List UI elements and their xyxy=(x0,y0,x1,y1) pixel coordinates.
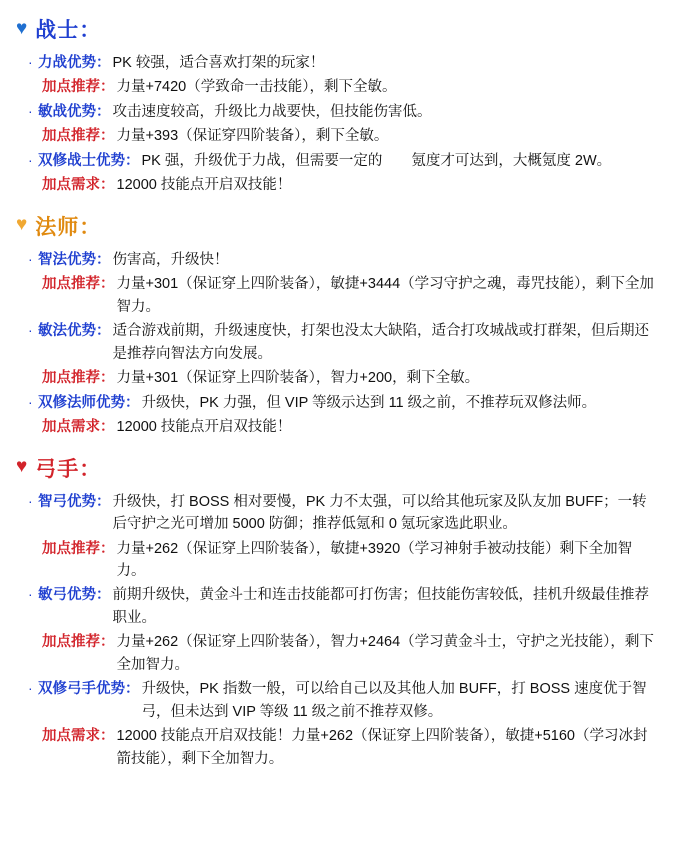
section-rows xyxy=(28,249,661,439)
bullet-icon: · xyxy=(28,322,33,339)
row-colon: ： xyxy=(125,394,140,411)
guide-row xyxy=(28,101,661,123)
row-label: 智弓优势 xyxy=(38,493,96,510)
bullet-icon: · xyxy=(28,102,33,119)
row-label: 加点需求 xyxy=(42,419,100,436)
row-text: 力量+262（保证穿上四阶装备），智力+2464（学习黄金斗士，守护之光技能），剩下全加智力。 xyxy=(116,634,654,673)
guide-row xyxy=(42,725,661,770)
row-text: 12000 技能点开启双技能！ xyxy=(116,419,292,436)
row-label: 加点推荐 xyxy=(42,276,100,293)
row-label: 双修法师优势 xyxy=(38,394,125,411)
guide-row xyxy=(28,150,661,172)
row-label: 加点推荐 xyxy=(42,128,100,145)
row-text: 前期升级快，黄金斗士和连击技能都可打伤害；但技能伤害较低，挂机升级最佳推荐职业。 xyxy=(112,587,649,626)
row-text: 适合游戏前期，升级速度快，打架也没太大缺陷，适合打攻城战或打群架，但后期还是推荐向智法方向发展。 xyxy=(112,323,649,362)
row-label: 加点推荐 xyxy=(42,540,100,557)
row-colon: ： xyxy=(100,370,115,387)
row-text: 力量+393（保证穿四阶装备），剩下全敏。 xyxy=(116,128,389,145)
section-rows xyxy=(28,52,661,197)
row-label: 智法优势 xyxy=(38,251,96,268)
bullet-icon: · xyxy=(28,393,33,410)
row-label: 敏法优势 xyxy=(38,323,96,340)
guide-row xyxy=(28,249,661,271)
class-section xyxy=(14,14,661,197)
bullet-icon: · xyxy=(28,250,33,267)
guide-row xyxy=(42,125,661,147)
row-colon: ： xyxy=(100,79,115,96)
row-text: 力量+301（保证穿上四阶装备），敏捷+3444（学习守护之魂，毒咒技能），剩下全加智力。 xyxy=(116,276,654,315)
row-colon: ： xyxy=(100,728,115,745)
row-label: 敏战优势 xyxy=(38,103,96,120)
sections-container xyxy=(14,14,661,770)
section-header xyxy=(16,211,661,241)
bullet-icon: · xyxy=(28,54,33,70)
guide-row xyxy=(28,491,661,536)
row-colon: ： xyxy=(96,493,111,510)
bullet-icon: · xyxy=(28,586,33,603)
row-colon: ： xyxy=(125,152,140,169)
row-colon: ： xyxy=(100,128,115,145)
row-colon: ： xyxy=(100,177,115,194)
section-rows xyxy=(28,491,661,771)
row-label: 力战优势 xyxy=(38,55,96,71)
bullet-icon: · xyxy=(28,151,33,168)
bullet-icon: · xyxy=(28,492,33,509)
row-label: 敏弓优势 xyxy=(38,587,96,604)
guide-row xyxy=(42,174,661,196)
row-colon: ： xyxy=(96,103,111,120)
row-text: 升级快，打 BOSS 相对要慢，PK 力不太强，可以给其他玩家及队友加 BUFF；一转后守护之光可增加 5000 防御；推荐低氪和 0 氪玩家选此职业。 xyxy=(112,493,647,533)
guide-row xyxy=(28,52,661,74)
row-colon: ： xyxy=(100,540,115,557)
row-text: 升级快，PK 力强，但 VIP 等级示达到 11 级之前，不推荐玩双修法师。 xyxy=(141,394,597,411)
row-text: 攻击速度较高，升级比力战要快，但技能伤害低。 xyxy=(112,103,432,120)
row-colon: ： xyxy=(100,276,115,293)
row-text: PK 强，升级优于力战，但需要一定的 氪度才可达到，大概氪度 2W。 xyxy=(141,152,612,169)
row-label: 双修弓手优势 xyxy=(38,681,125,698)
class-section xyxy=(14,453,661,771)
class-section xyxy=(14,211,661,439)
guide-row xyxy=(28,320,661,365)
row-text: 12000 技能点开启双技能！ xyxy=(116,177,292,194)
row-colon: ： xyxy=(96,587,111,604)
guide-row xyxy=(42,538,661,583)
row-text: 伤害高，升级快！ xyxy=(112,251,229,268)
section-title: 法师： xyxy=(35,215,102,239)
guide-row xyxy=(28,678,661,723)
section-header xyxy=(16,453,661,483)
guide-row xyxy=(42,367,661,389)
section-title: 战士： xyxy=(35,19,102,42)
row-colon: ： xyxy=(96,323,111,340)
row-label: 加点需求 xyxy=(42,728,100,745)
row-label: 双修战士优势 xyxy=(38,152,125,169)
guide-row xyxy=(28,584,661,629)
heart-icon: ♥ xyxy=(16,214,28,236)
row-text: 力量+7420（学致命一击技能），剩下全敏。 xyxy=(116,79,397,96)
row-colon: ： xyxy=(96,55,111,71)
heart-icon: ♥ xyxy=(16,456,28,478)
row-label: 加点推荐 xyxy=(42,79,100,96)
row-colon: ： xyxy=(96,251,111,268)
row-colon: ： xyxy=(125,681,140,698)
section-header xyxy=(16,14,661,44)
row-text: PK 较强，适合喜欢打架的玩家！ xyxy=(112,55,325,71)
row-text: 升级快，PK 指数一般，可以给自己以及其他人加 BUFF，打 BOSS 速度优于智弓，但未达到 VIP 等级 11 级之前不推荐双修。 xyxy=(141,681,647,720)
guide-row xyxy=(28,392,661,414)
bullet-icon: · xyxy=(28,680,33,697)
guide-row xyxy=(42,273,661,318)
section-title: 弓手： xyxy=(35,457,102,481)
row-text: 力量+301（保证穿上四阶装备），智力+200，剩下全敏。 xyxy=(116,370,480,387)
guide-row xyxy=(42,76,661,98)
guide-row xyxy=(42,631,661,676)
row-text: 12000 技能点开启双技能！力量+262（保证穿上四阶装备），敏捷+5160（学习冰封箭技能），剩下全加智力。 xyxy=(116,728,648,767)
heart-icon: ♥ xyxy=(16,17,28,39)
row-label: 加点推荐 xyxy=(42,634,100,651)
row-colon: ： xyxy=(100,634,115,651)
row-colon: ： xyxy=(100,419,115,436)
guide-row xyxy=(42,416,661,438)
row-label: 加点需求 xyxy=(42,177,100,194)
row-label: 加点推荐 xyxy=(42,370,100,387)
row-text: 力量+262（保证穿上四阶装备），敏捷+3920（学习神射手被动技能）剩下全加智力。 xyxy=(116,540,633,579)
